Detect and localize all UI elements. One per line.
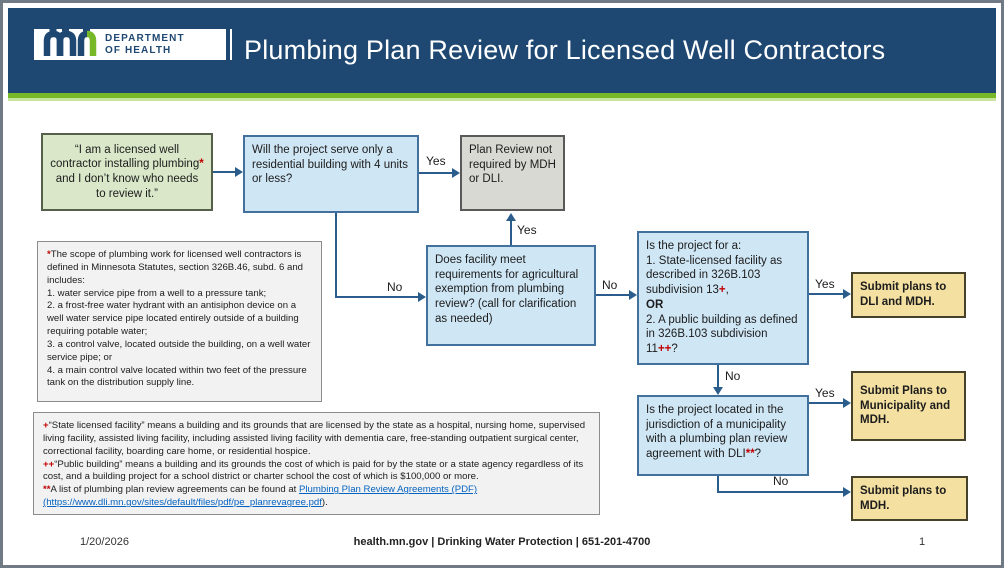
outcome-not-required-box xyxy=(460,135,565,211)
arrowhead-q1-no xyxy=(418,292,426,302)
question-residential-box xyxy=(243,135,419,213)
scope-item-4: 4. a main control valve located within two feet of the pressure tank on the distribution supply line. xyxy=(47,364,307,389)
facility-line3: 2. A public building as defined in 326B.103 subdivision 11++? xyxy=(646,313,798,356)
outcome-not-required-text: Plan Review not required by MDH or DLI. xyxy=(469,144,556,186)
arrowhead-q1-yes xyxy=(452,168,460,178)
arrowhead-q4-yes xyxy=(843,398,851,408)
definition-public-building: ++“Public building” means a building and its grounds the cost of which is paid for by the state or a state agency regardless of its cost, and a building project for a school district or charter school the cost of which is $100,000 or more. xyxy=(43,458,584,483)
facility-or: OR xyxy=(646,298,664,311)
outcome-municipality-box xyxy=(851,371,966,441)
arrowhead-q3-yes xyxy=(843,289,851,299)
label-no-q4: No xyxy=(773,474,789,488)
arrowhead-q3-no xyxy=(713,387,723,395)
arrowhead-q2-yes xyxy=(506,213,516,221)
facility-line2: 1. State-licensed facility as described in 326B.103 subdivision 13+, xyxy=(646,254,783,297)
scope-intro: *The scope of plumbing work for licensed well contractors is defined in Minnesota Statutes, section 326B.46, subd. 6 and includes: xyxy=(47,249,304,286)
label-yes-q4: Yes xyxy=(815,386,835,400)
arrow-q3-yes xyxy=(809,293,843,295)
logo-separator xyxy=(230,29,232,60)
question-facility-box xyxy=(637,231,809,365)
question-agricultural-box xyxy=(426,245,596,346)
label-no-q2: No xyxy=(602,278,618,292)
question-agricultural-text: Does facility meet requirements for agricultural exemption from plumbing review? (call for clarification as needed) xyxy=(435,254,579,325)
scope-item-1: 1. water service pipe from a well to a pressure tank; xyxy=(47,287,267,299)
arrowhead-q4-no xyxy=(843,487,851,497)
footer-page-number: 1 xyxy=(919,536,926,548)
quote-asterisk: * xyxy=(199,158,204,171)
label-no-q3: No xyxy=(725,369,741,383)
arrow-q1-yes xyxy=(419,172,452,174)
quote-text: “I am a licensed well contractor installing plumbing xyxy=(50,143,200,171)
footer-date: 1/20/2026 xyxy=(80,536,129,548)
label-no-q1: No xyxy=(387,280,403,294)
footer-center-text: health.mn.gov | Drinking Water Protection | 651-201-4700 xyxy=(353,536,651,548)
arrow-q2-yes-vertical xyxy=(510,221,512,245)
mdh-logo xyxy=(34,29,226,60)
label-yes-q1: Yes xyxy=(426,154,446,168)
arrowhead-quote-to-q1 xyxy=(235,167,243,177)
start-quote-box xyxy=(41,133,213,211)
mn-logo-icon xyxy=(41,29,97,61)
municipality-text: Is the project located in the jurisdiction of a municipality with a plumbing plan review agreement with DLI xyxy=(646,404,788,461)
outcome-mdh-text: Submit plans to MDH. xyxy=(860,484,947,512)
outcome-municipality-text: Submit Plans to Municipality and MDH. xyxy=(860,384,951,427)
plan-review-agreements-link[interactable]: Plumbing Plan Review Agreements (PDF) xyxy=(299,484,478,496)
outcome-dli-mdh-box xyxy=(851,272,966,318)
arrowhead-q2-no xyxy=(629,290,637,300)
scope-note-box xyxy=(37,241,322,402)
green-accent-stripe xyxy=(8,93,996,101)
outcome-mdh-box xyxy=(851,476,968,521)
question-residential-text: Will the project serve only a residential building with 4 units or less? xyxy=(252,144,408,186)
arrow-quote-to-q1 xyxy=(213,171,236,173)
plan-review-agreements-url-link[interactable]: (https://www.dli.mn.gov/sites/default/files/pdf/pe_planrevagree.pdf xyxy=(43,497,322,509)
municipality-mark: ** xyxy=(745,448,755,461)
arrow-q3-no-vertical xyxy=(717,365,719,387)
scope-item-2: 2. a frost-free water hydrant with an antisiphon device on a well water service pipe located entirely outside of a building requiring potable water; xyxy=(47,300,299,338)
footer xyxy=(3,534,1001,552)
question-municipality-box xyxy=(637,395,809,476)
arrow-q1-no-vertical xyxy=(335,213,337,298)
logo-department-text: DEPARTMENT OF HEALTH xyxy=(105,33,185,56)
arrow-q4-no-horizontal xyxy=(717,491,843,493)
header-band xyxy=(8,8,996,93)
definitions-note-box xyxy=(33,412,600,515)
scope-item-3: 3. a control valve, located outside the building, on a well water service pipe; or xyxy=(47,338,311,363)
arrow-q2-no xyxy=(596,294,629,296)
arrow-q1-no-horizontal xyxy=(335,296,418,298)
page-title: Plumbing Plan Review for Licensed Well Contractors xyxy=(244,35,886,65)
label-yes-q3: Yes xyxy=(815,277,835,291)
arrow-q4-yes xyxy=(809,402,843,404)
label-yes-q2: Yes xyxy=(517,223,537,237)
municipality-question-mark: ? xyxy=(754,448,762,461)
definition-agreements: **A list of plumbing plan review agreements can be found at Plumbing Plan Review Agreements (PDF) (https://www.dli.mn.gov/sites/default/files/pdf/pe_planrevagree.pdf). xyxy=(43,484,478,509)
quote-text-2: and I don’t know who needs to review it.” xyxy=(55,173,199,200)
facility-line1: Is the project for a: xyxy=(646,240,742,252)
outcome-dli-mdh-text: Submit plans to DLI and MDH. xyxy=(860,281,947,308)
definition-state-licensed: +“State licensed facility” means a building and its grounds that are licensed by the state as a hospital, nursing home, supervised living facility, assisted living facility, including assisted living facility with dementia care, free-standing outpatient surgical center, correctional facility, boarding care home, or residential hospice. xyxy=(43,420,586,457)
